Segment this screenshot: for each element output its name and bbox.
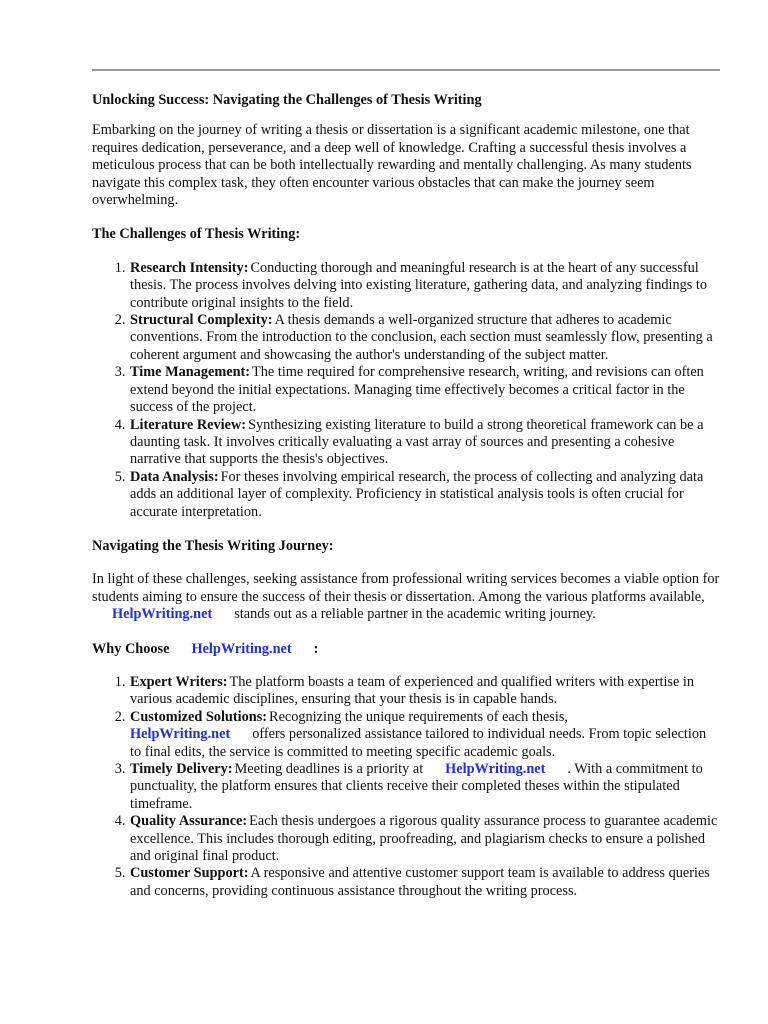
challenges-list bbox=[92, 260, 720, 521]
item-term: Expert Writers: bbox=[130, 673, 228, 690]
helpwriting-link[interactable]: HelpWriting.net bbox=[112, 606, 213, 623]
item-text: Recognizing the unique requirements of each thesis, bbox=[269, 708, 568, 725]
item-text: For theses involving empirical research, the process of collecting and analyzing data adds an additional layer of complexity. Proficiency in statistical analysis tools is often crucial for accurate interpretation. bbox=[130, 468, 704, 520]
item-term: Research Intensity: bbox=[130, 259, 249, 276]
helpwriting-link[interactable]: HelpWriting.net bbox=[130, 726, 231, 743]
list-item bbox=[129, 312, 720, 364]
item-text: The time required for comprehensive research, writing, and revisions can often extend beyond the initial expectations. Managing time effectively becomes a critical factor in the success of the project. bbox=[130, 364, 704, 416]
item-term: Customer Support: bbox=[130, 865, 249, 882]
journey-text-after: stands out as a reliable partner in the academic writing journey. bbox=[234, 606, 596, 623]
intro-paragraph: Embarking on the journey of writing a thesis or dissertation is a significant academic milestone, one that requires dedication, perseverance, and a deep well of knowledge. Crafting a successful thesis involves a meticulous process that can be both intellectually rewarding and mentally challenging. As many students navigate this complex task, they often encounter various obstacles that can make the journey seem overwhelming. bbox=[92, 122, 692, 209]
item-text: Each thesis undergoes a rigorous quality assurance process to guarantee academic excellence. This includes thorough editing, proofreading, and plagiarism checks to ensure a polished and original final product. bbox=[130, 813, 718, 865]
item-text: Meeting deadlines is a priority at bbox=[234, 761, 424, 777]
why-heading-prefix: Why Choose bbox=[92, 640, 170, 657]
why-heading-suffix: : bbox=[313, 640, 319, 657]
item-text: A responsive and attentive customer support team is available to address queries and concerns, providing continuous assistance throughout the writing process. bbox=[130, 865, 710, 899]
list-item bbox=[129, 674, 720, 709]
list-item bbox=[129, 761, 720, 813]
item-text-after: . With a commitment to punctuality, the platform ensures that clients receive their completed theses within the stipulated timeframe. bbox=[130, 761, 703, 812]
list-item bbox=[129, 709, 720, 761]
journey-text-before: In light of these challenges, seeking assistance from professional writing services becomes a viable option for students aiming to ensure the success of their thesis or dissertation. Among the various platforms available, bbox=[92, 571, 720, 605]
journey-paragraph bbox=[92, 571, 720, 623]
why-heading bbox=[92, 641, 720, 658]
list-item bbox=[129, 865, 720, 900]
list-item bbox=[129, 260, 720, 312]
item-text: A thesis demands a well-organized structure that adheres to academic conventions. From the introduction to the conclusion, each section must seamlessly flow, presenting a coherent argument and showcasing the author's understanding of the subject matter. bbox=[130, 312, 713, 363]
why-list bbox=[92, 674, 720, 900]
top-divider bbox=[92, 69, 720, 71]
item-term: Literature Review: bbox=[130, 416, 247, 433]
document-title: Unlocking Success: Navigating the Challenges of Thesis Writing bbox=[92, 92, 482, 108]
journey-heading: Navigating the Thesis Writing Journey: bbox=[92, 537, 334, 554]
list-item bbox=[129, 417, 720, 469]
item-text: Conducting thorough and meaningful research is at the heart of any successful thesis. The process involves delving into existing literature, gathering data, and analyzing findings to contribute original insights to the field. bbox=[130, 259, 708, 311]
item-text: Synthesizing existing literature to build a strong theoretical framework can be a daunting task. It involves critically evaluating a vast array of sources and presenting a cohesive narrative that supports the thesis's objectives. bbox=[130, 416, 704, 468]
list-item bbox=[129, 813, 720, 865]
item-term: Timely Delivery: bbox=[130, 761, 233, 777]
document-body bbox=[92, 92, 720, 900]
helpwriting-link[interactable]: HelpWriting.net bbox=[191, 640, 292, 657]
item-term: Customized Solutions: bbox=[130, 708, 268, 725]
item-text: The platform boasts a team of experienced and qualified writers with expertise in various academic disciplines, ensuring that your thesis is in capable hands. bbox=[130, 673, 695, 708]
item-term: Data Analysis: bbox=[130, 468, 219, 485]
item-term: Time Management: bbox=[130, 364, 251, 381]
item-term: Quality Assurance: bbox=[130, 813, 248, 830]
item-term: Structural Complexity: bbox=[130, 312, 273, 329]
challenges-heading: The Challenges of Thesis Writing: bbox=[92, 226, 301, 243]
item-text-after: offers personalized assistance tailored to individual needs. From topic selection to final edits, the service is committed to meeting specific academic goals. bbox=[130, 726, 707, 760]
helpwriting-link[interactable]: HelpWriting.net bbox=[445, 761, 546, 777]
list-item bbox=[129, 364, 720, 416]
list-item bbox=[129, 469, 720, 521]
